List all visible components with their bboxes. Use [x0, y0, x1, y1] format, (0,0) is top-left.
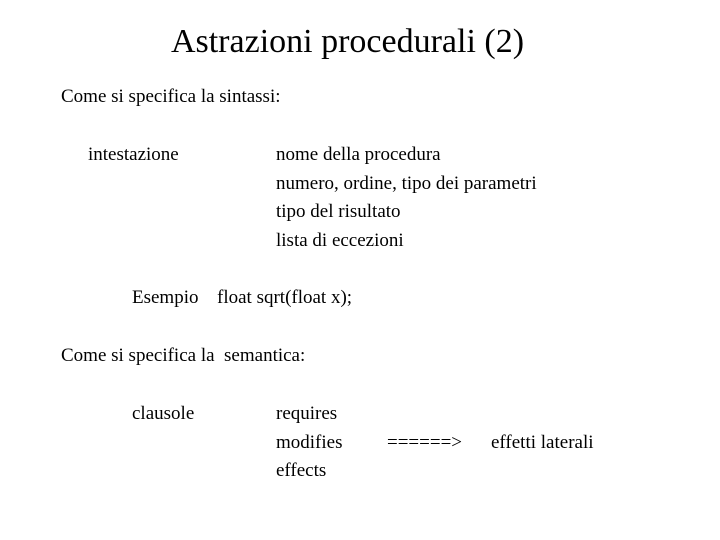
arrow-icon: ======> — [387, 432, 463, 453]
syntax-item-procedure-name: nome della procedura — [276, 144, 441, 165]
clause-effects: effects — [276, 460, 327, 481]
side-effects-label: effetti laterali — [491, 432, 594, 453]
example-code: float sqrt(float x); — [217, 287, 353, 308]
syntax-item-result-type: tipo del risultato — [276, 201, 401, 222]
syntax-item-exceptions: lista di eccezioni — [276, 230, 404, 251]
clause-requires: requires — [276, 403, 338, 424]
semantics-heading: Come si specifica la semantica: — [61, 345, 306, 366]
syntax-item-parameters: numero, ordine, tipo dei parametri — [276, 173, 537, 194]
example-label: Esempio — [132, 287, 199, 308]
slide-title: Astrazioni procedurali (2) — [170, 23, 525, 60]
syntax-term: intestazione — [88, 144, 179, 165]
syntax-heading: Come si specifica la sintassi: — [61, 86, 281, 107]
clause-modifies: modifies — [276, 432, 343, 453]
semantics-term: clausole — [132, 403, 195, 424]
